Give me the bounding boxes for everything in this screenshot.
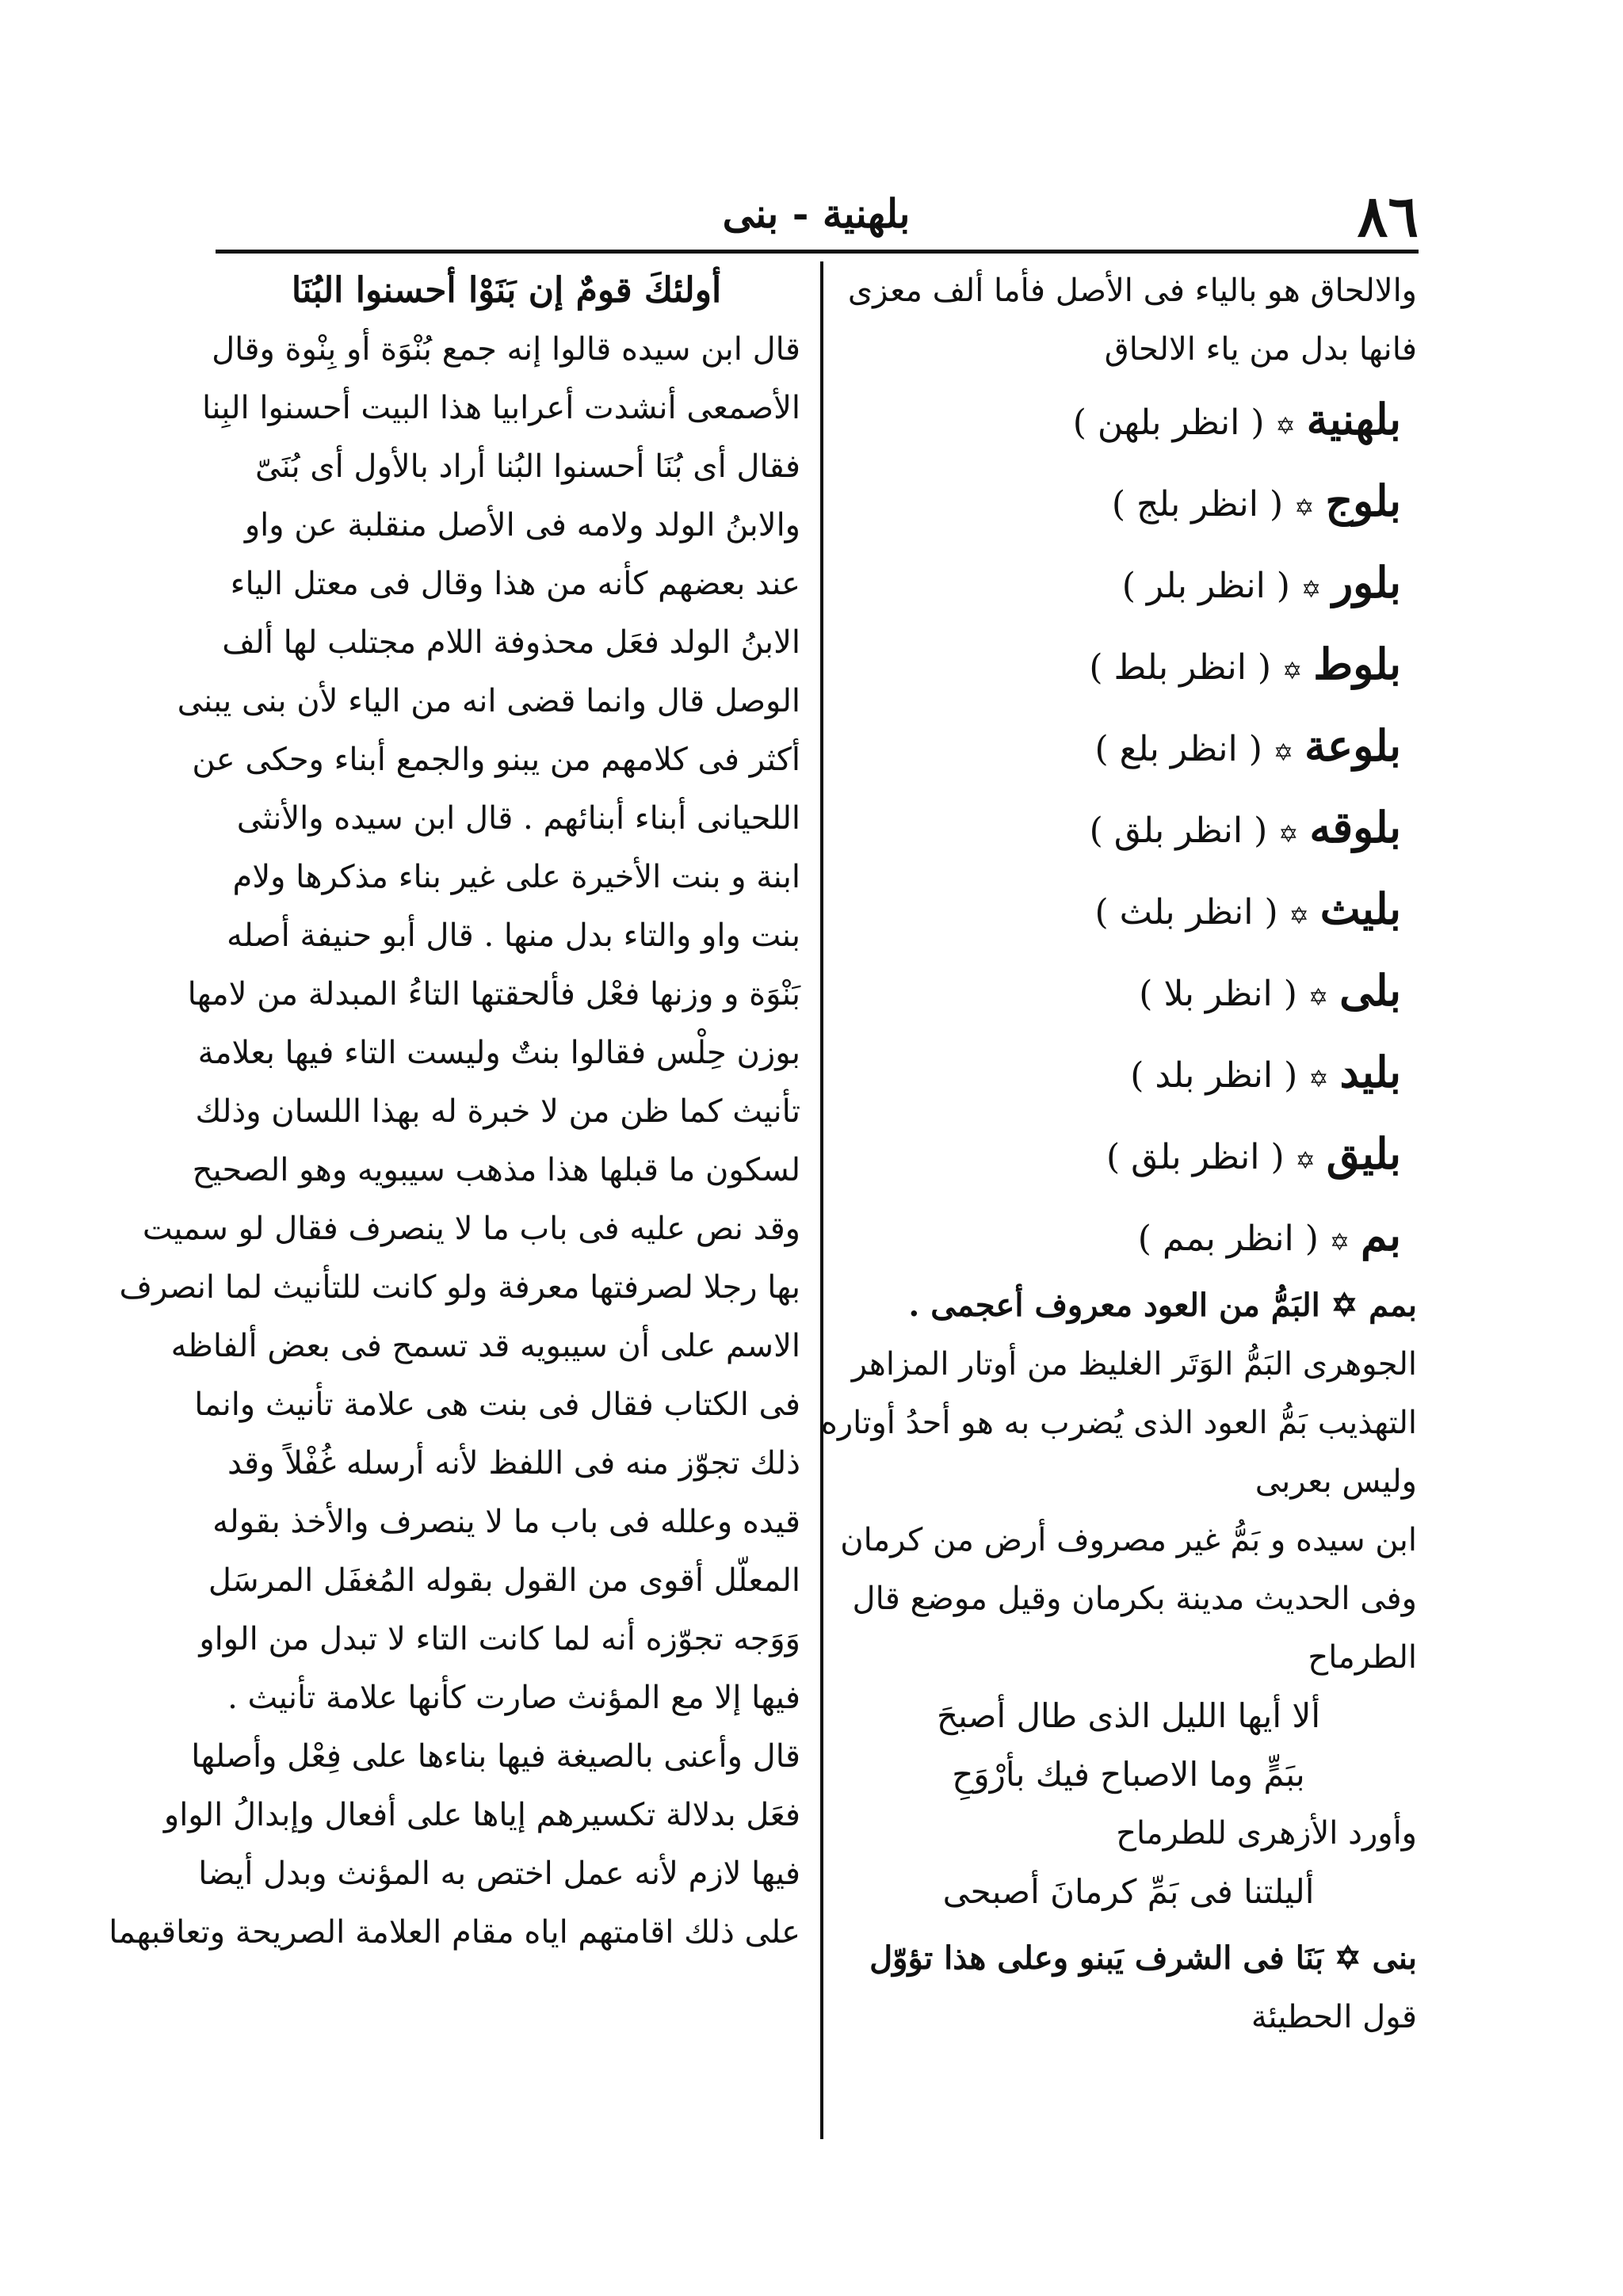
xref-headword: بليد — [1339, 1047, 1401, 1097]
text-line: على ذلك اقامتهم اياه مقام العلامة الصريحة وتعاقبهما — [109, 1914, 800, 1951]
text-line: بنت واو والتاء بدل منها . قال أبو حنيفة أصله — [227, 917, 800, 954]
star-icon: ✡ — [1295, 1147, 1316, 1175]
xref-entry — [840, 1032, 1417, 1113]
xref-entry — [840, 787, 1417, 868]
star-icon: ✡ — [1273, 739, 1294, 767]
xref-headword: بليق — [1326, 1128, 1401, 1179]
text-line: الأصمعى أنشدت أعرابيا هذا البيت أحسنوا البِنا — [202, 390, 800, 426]
xref-headword: بلوط — [1313, 639, 1401, 689]
xref-target: ( انظر بلق ) — [1089, 810, 1268, 851]
xref-headword: بلور — [1332, 557, 1401, 608]
xref-target: ( انظر بمم ) — [1137, 1219, 1319, 1259]
text-line: قال وأعنى بالصيغة فيها بناءها على فِعْل وأصلها — [191, 1738, 800, 1775]
text-line: ذلك تجوّز منه فى اللفظ لأنه أرسله غُفْلاً وقد — [227, 1445, 800, 1482]
text-line: بها رجلا لصرفتها معرفة ولو كانت للتأنيث لما انصرف — [119, 1269, 800, 1306]
xref-entry — [840, 542, 1417, 624]
text-line: الابنُ الولد فعَل محذوفة اللام مجتلب لها ألف — [222, 624, 800, 661]
star-icon: ✡ — [1294, 494, 1315, 522]
xref-entry — [840, 868, 1417, 950]
text-line: الطرماح — [1308, 1639, 1417, 1676]
xref-entry — [840, 705, 1417, 787]
xref-headword: بلى — [1339, 965, 1401, 1016]
star-icon: ✡ — [1289, 902, 1309, 930]
text-line: تأنيث كما ظن من لا خبرة له بهذا اللسان وذلك — [195, 1093, 800, 1130]
text-line: فقال أى بُنَا أحسنوا البُنا أراد بالأول أى بُنَىّ — [255, 448, 800, 485]
text-line: الجوهرى البَمُّ الوَتَر الغليظ من أوتار المزاهر — [851, 1346, 1417, 1383]
text-line: فيها لازم لأنه عمل اختص به المؤنث وبدل أيضا — [198, 1855, 800, 1892]
page-number: ٨٦ — [1357, 182, 1419, 250]
xref-target: ( انظر بلد ) — [1130, 1055, 1298, 1096]
text-line: فيها إلا مع المؤنث صارت كأنها علامة تأنيث . — [227, 1680, 800, 1716]
text-line: فعَل بدلالة تكسيرهم إياها على أفعال وإبدالُ الواو — [163, 1797, 800, 1833]
xref-target: ( انظر بلق ) — [1106, 1137, 1285, 1177]
xref-target: ( انظر بلج ) — [1111, 484, 1284, 524]
text-line: وأورد الأزهرى للطرماح — [1116, 1815, 1417, 1852]
left-column — [109, 261, 800, 1962]
text-line: اللحيانى أبناء أبنائهم . قال ابن سيده والأنثى — [236, 800, 800, 837]
xref-entry — [840, 460, 1417, 542]
text-line: الاسم على أن سيبويه قد تسمح فى بعض ألفاظه — [170, 1328, 800, 1364]
text-line: عند بعضهم كأنه من هذا وقال فى معتل الياء — [230, 566, 800, 602]
right-column — [820, 261, 1417, 2046]
column-divider — [820, 261, 823, 2139]
star-icon: ✡ — [1308, 1066, 1329, 1093]
xref-headword: بلوقه — [1309, 802, 1401, 852]
text-line: أكثر فى كلامهم من يبنو والجمع أبناء وحكى عن — [192, 742, 800, 778]
text-line: الوصل قال وانما قضى انه من الياء لأن بنى يبنى — [177, 683, 800, 719]
star-icon: ✡ — [1278, 821, 1299, 849]
text-line: ابنة و بنت الأخيرة على غير بناء مذكرها ولام — [232, 859, 800, 895]
spacer — [840, 1921, 1417, 1929]
verse-line: أليلتنا فى بَمِّ كرمانَ أصبحى — [942, 1872, 1315, 1911]
verse-line: أولئكَ قومٌ إن بَنَوْا أحسنوا البُنَا — [291, 270, 722, 311]
xref-headword: بليث — [1319, 883, 1401, 934]
star-icon: ✡ — [1282, 658, 1303, 685]
xref-target: ( انظر بلهن ) — [1072, 402, 1265, 443]
text-line: وفى الحديث مدينة بكرمان وقيل موضع قال — [852, 1581, 1417, 1617]
xref-target: ( انظر بلث ) — [1094, 892, 1278, 933]
text-line: والالحاق هو بالياء فى الأصل فأما ألف معزى — [847, 273, 1417, 309]
text-line: التهذيب بَمُّ العود الذى يُضرب به هو أحدُ أوتاره — [820, 1405, 1417, 1441]
verse-line: ببَمٍّ وما الاصباح فيك بأرْوَحِ — [952, 1755, 1305, 1794]
verse-line: ألا أيها الليل الذى طال أصبحَ — [937, 1696, 1320, 1735]
xref-entry — [840, 379, 1417, 460]
star-icon: ✡ — [1275, 413, 1296, 441]
text-line: لسكون ما قبلها هذا مذهب سيبويه وهو الصحيح — [192, 1152, 800, 1188]
xref-target: ( انظر بلع ) — [1094, 729, 1262, 769]
xref-headword: بلوج — [1325, 475, 1401, 526]
text-line: وليس بعربى — [1254, 1463, 1417, 1500]
xref-entry — [840, 1113, 1417, 1195]
xref-entry — [840, 1195, 1417, 1276]
text-line: فانها بدل من ياء الالحاق — [1104, 331, 1417, 368]
text-line: قال ابن سيده قالوا إنه جمع بُنْوَة أو بِنْوة وقال — [212, 331, 800, 368]
xref-headword: بلهنية — [1306, 394, 1401, 444]
xref-entry — [840, 950, 1417, 1032]
xref-target: ( انظر بلر ) — [1121, 566, 1290, 606]
text-line: فى الكتاب فقال فى بنت هى علامة تأنيث وانما — [194, 1386, 800, 1423]
running-title: بلهنية - بنى — [722, 190, 911, 237]
text-line: المعلّل أقوى من القول بقوله المُغفَل المرسَل — [208, 1562, 800, 1599]
xref-list — [840, 379, 1417, 1276]
text-line: قول الحطيئة — [1251, 1999, 1417, 2035]
entry-bamm: بمم ✡ البَمُّ من العود معروف أعجمى . — [908, 1287, 1417, 1324]
xref-headword: بلوعة — [1304, 720, 1401, 771]
xref-target: ( انظر بلط ) — [1089, 647, 1272, 688]
text-line: وقد نص عليه فى باب ما لا ينصرف فقال لو سميت — [142, 1211, 800, 1247]
text-line: ابن سيده و بَمُّ غير مصروف أرض من كرمان — [840, 1522, 1417, 1558]
text-line: والابنُ الولد ولامه فى الأصل منقلبة عن واو — [244, 507, 800, 543]
header-rule — [216, 250, 1419, 254]
page-header — [214, 182, 1419, 250]
text-line: بوزن حِلْس فقالوا بنتٌ وليست التاء فيها بعلامة — [197, 1035, 800, 1071]
text-line: وَوَجه تجوّزه أنه لما كانت التاء لا تبدل من الواو — [199, 1621, 800, 1657]
text-line: قيده وعلله فى باب ما لا ينصرف والأخذ بقوله — [212, 1504, 800, 1540]
xref-entry — [840, 624, 1417, 705]
entry-bana: بنى ✡ بَنَا فى الشرف يَبنو وعلى هذا تؤوّل — [869, 1939, 1417, 1977]
star-icon: ✡ — [1308, 984, 1329, 1012]
xref-target: ( انظر بلا ) — [1139, 974, 1297, 1014]
star-icon: ✡ — [1329, 1229, 1350, 1257]
xref-headword: بم — [1361, 1210, 1401, 1261]
text-line: بَنْوَة و وزنها فعْل فألحقتها التاءُ المبدلة من لامها — [187, 976, 800, 1013]
star-icon: ✡ — [1300, 576, 1322, 604]
